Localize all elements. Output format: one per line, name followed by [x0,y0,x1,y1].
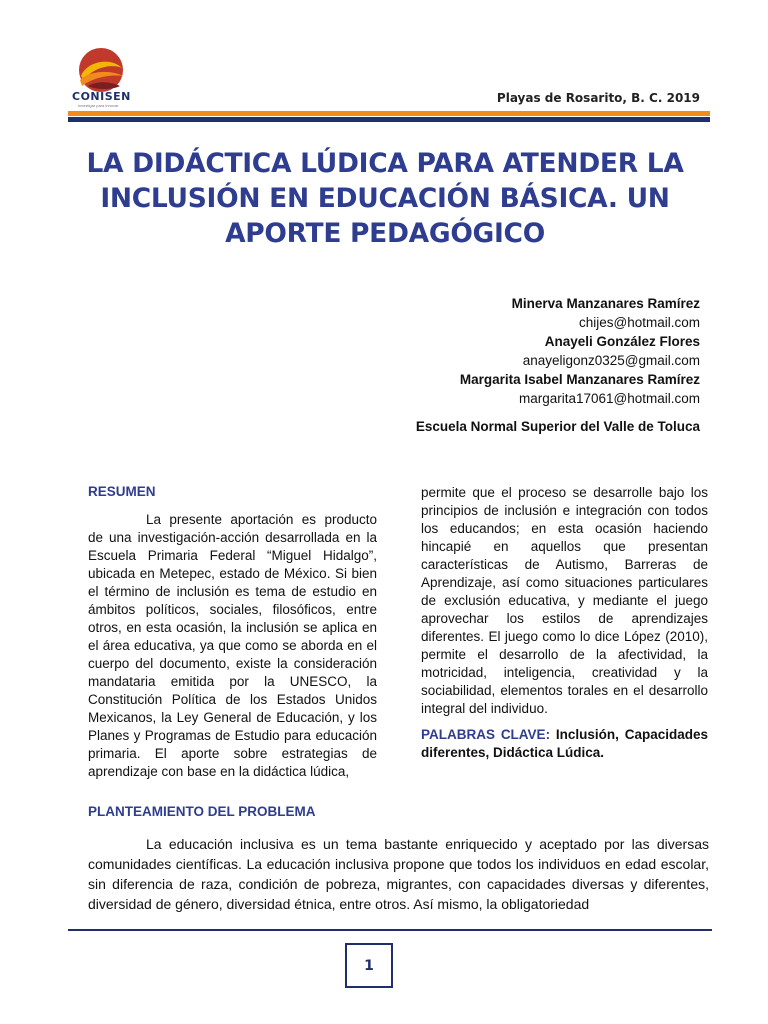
paper-title [40,146,730,251]
keywords-text: Inclusión, Capacidades diferentes, Didáctica Lúdica. [421,727,708,760]
institution: Escuela Normal Superior del Valle de Toluca [415,419,700,434]
logo-wordmark: CONISEN [72,90,131,103]
author-email[interactable]: margarita17061@hotmail.com [518,391,700,406]
header-rule-blue [68,117,710,122]
footer-rule [68,929,712,931]
event-location: Playas de Rosarito, B. C. 2019 [496,91,700,105]
title-line: LA DIDÁCTICA LÚDICA PARA ATENDER LA [86,148,684,179]
page-number: 1 [345,943,393,988]
header-rule-orange [68,111,710,116]
author-email[interactable]: anayeligonz0325@gmail.com [522,353,700,368]
author-name: Minerva Manzanares Ramírez [511,296,700,311]
abstract-left-column [88,483,377,781]
abstract-text-continued: permite que el proceso se desarrolle bajo los principios de inclusión e integración con todos los educandos; en esta ocasión haciendo hincapié en aquellos que presentan características de Autismo, Barreras de Aprendizaje, así como situaciones particulares de exclusión educativa, y mediante el juego aprovechar los estilos de aprendizajes diferentes. El juego como lo dice López (2010), permite el desarrollo de la afectividad, la motricidad, inteligencia, creatividad y la sociabilidad, elementos torales en el desarrollo integral del individuo. [421,485,708,716]
section-heading-problem: PLANTEAMIENTO DEL PROBLEMA [88,804,316,819]
abstract-text: La presente aportación es producto de una investigación-acción desarrollada en la Escuela Primaria Federal “Miguel Hidalgo”, ubicada en Metepec, estado de México. Si bien el término de inclusión es tema de estudio en ámbitos políticos, sociales, filosóficos, entre otros, en esta ocasión, la inclusión se aplica en el área educativa, ya que como se aborda en el cuerpo del documento, existe la consideración mandataria emitida por la UNESCO, la Constitución Política de los Estados Unidos Mexicanos, la Ley General de Educación, y los Planes y Programas de Estudio para educación primaria. El aporte sobre estrategias de aprendizaje con base en la didáctica lúdica, [88,512,377,779]
keywords [421,726,708,762]
abstract-heading: RESUMEN [88,484,156,499]
logo-tagline: investigar para innovar [78,103,119,108]
author-name: Margarita Isabel Manzanares Ramírez [459,372,700,387]
section-body-problem: La educación inclusiva es un tema bastante enriquecido y aceptado por las diversas comunidades científicas. La educación inclusiva propone que todos los individuos en edad escolar, sin diferencia de raza, condición de pobreza, migrantes, con capacidades diversas y diferentes, diversidad de género, diversidad étnica, entre otros. Así mismo, la obligatoriedad [88,836,709,912]
abstract-right-column [421,484,708,762]
author-email[interactable]: chijes@hotmail.com [579,315,700,330]
keywords-label: PALABRAS CLAVE: [421,727,551,742]
author-list [460,294,700,408]
title-line: INCLUSIÓN EN EDUCACIÓN BÁSICA. UN [100,183,670,214]
author-name: Anayeli González Flores [544,334,700,349]
title-line: APORTE PEDAGÓGICO [225,218,545,249]
